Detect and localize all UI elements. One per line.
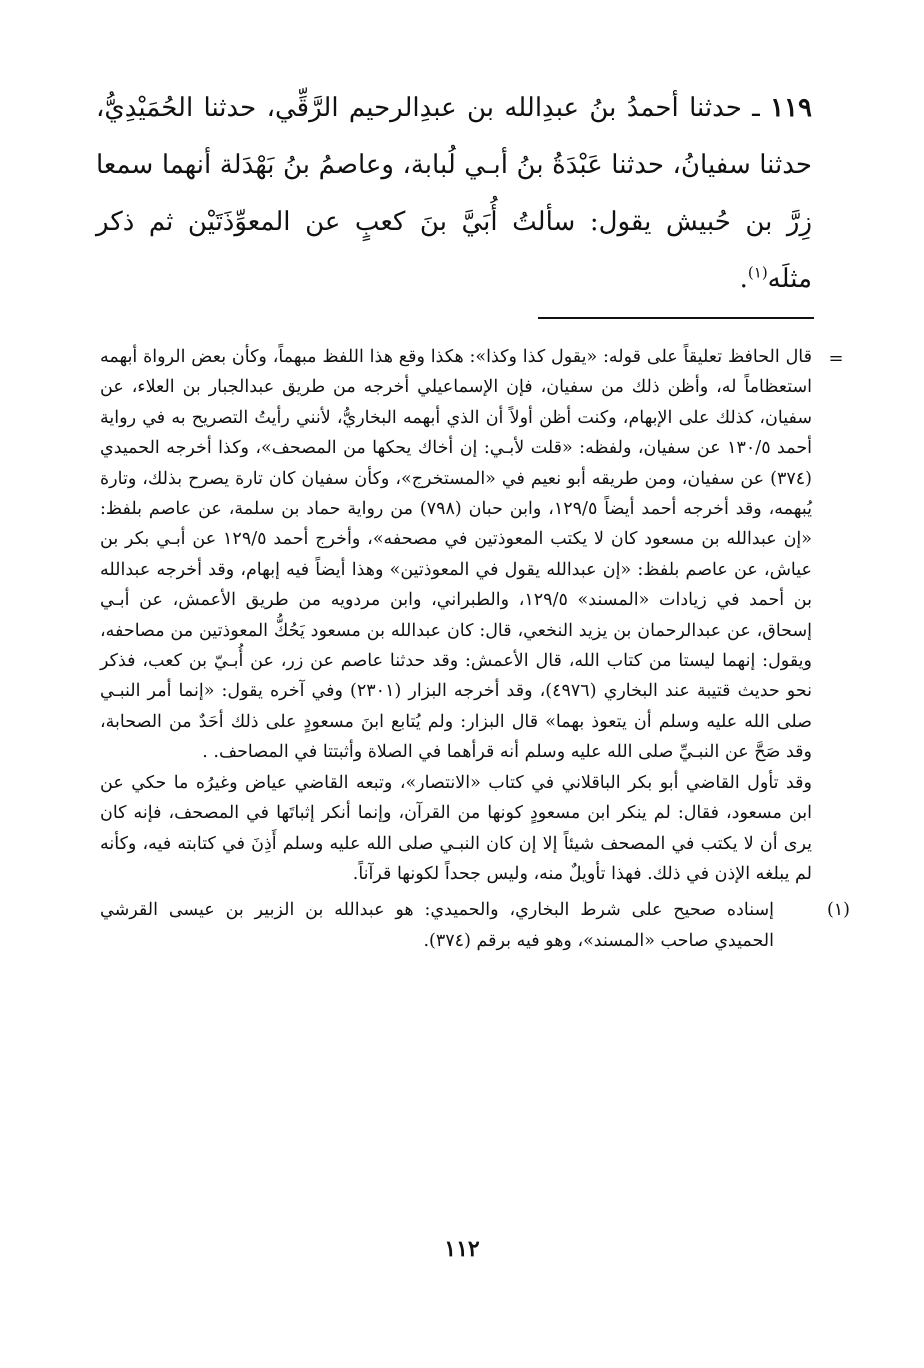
hadith-paragraph [96,80,812,308]
continuation-mark: = [828,348,844,369]
footnotes-section [100,342,850,956]
hadith-number: ١١٩ [770,93,812,123]
footnote-paragraph-1: قال الحافظ تعليقاً على قوله: «يقول كذا وكذا»: هكذا وقع هذا اللفظ مبهماً، وكأن بعض الرواة أبهمه استعظاماً له، وأظن ذلك من سفيان، فإن الإسماعيلي أخرجه من طريق عبدالجبار بن العلاء، عن سفيان، كذلك على الإبهام، وكنت أظن أولاً أن الذي أبهمه البخاريُّ، لأنني رأيتُ التصريح به في رواية أحمد ١٣٠/٥ عن سفيان، ولفظه: «قلت لأبـي: إن أخاك يحكها من المصحف»، وكذا أخرجه الحميدي (٣٧٤) عن سفيان، ومن طريقه أبو نعيم في «المستخرج»، وكأن سفيان كان تارة يصرح بذلك، وتارة يُبهمه، وقد أخرجه أحمد أيضاً ١٢٩/٥، وابن حبان (٧٩٨) من رواية حماد بن سلمة، عن عاصم بلفظ: «إن عبدالله بن مسعود كان لا يكتب المعوذتين في مصحفه»، وأخرج أحمد ١٢٩/٥ عن أبـي بكر بن عياش، عن عاصم بلفظ: «إن عبدالله يقول في المعوذتين» وهذا أيضاً فيه إبهام، وقد أخرجه عبدالله بن أحمد في زيادات «المسند» ١٢٩/٥، والطبراني، وابن مردويه من طريق الأعمش، عن أبـي إسحاق، عن عبدالرحمان بن يزيد النخعي، قال: كان عبدالله بن مسعود يَحُكُّ المعوذتين من مصاحفه، ويقول: إنهما ليستا من كتاب الله، قال الأعمش: وقد حدثنا عاصم عن زر، عن أُبـيّ بن كعب، فذكر نحو حديث قتيبة عند البخاري (٤٩٧٦)، وقد أخرجه البزار (٢٣٠١) وفي آخره يقول: «إنما أمر النبـي صلى الله عليه وسلم أن يتعوذ بهما» قال البزار: ولم يُتابع ابنَ مسعودٍ على ذلك أحَدٌ من الصحابة، وقد صَحَّ عن النبـيِّ صلى الله عليه وسلم أنه قرأهما في الصلاة وأثبتتا في المصاحف. . [100,347,813,763]
hadith-end: . [739,264,748,294]
page-number: ١١٢ [444,1236,480,1262]
footnote-separator [538,317,814,319]
footnote-1 [100,895,850,956]
footnote-1-number: (١) [826,900,850,921]
footnote-paragraph-2: وقد تأول القاضي أبو بكر الباقلاني في كتاب «الانتصار»، وتبعه القاضي عياض وغيرُه ما حكي عن ابن مسعود، فقال: لم ينكر ابن مسعودٍ كونها من القرآن، وإنما أنكر إثباتَها في المصحف، فإنه كان يرى أن لا يكتب في المصحف شيئاً إلا إن كان النبـي صلى الله عليه وسلم أَذِنَ في كتابته فيه، وكأنه لم يبلغه الإذن في ذلك. فهذا تأويلٌ منه، وليس جحداً لكونها قرآناً. [100,772,812,884]
hadith-text: ـ حدثنا أحمدُ بنُ عبدِالله بن عبدِالرحيم الرَّقِّي، حدثنا الحُمَيْدِيُّ، حدثنا سفيانُ، حدثنا عَبْدَةُ بنُ أبـي لُبابة، وعاصمُ بنُ بَهْدَلة أنهما سمعا زِرَّ بن حُبيش يقول: سألتُ أُبَيَّ بنَ كعبٍ عن المعوِّذَتَيْن ثم ذكر مثلَه [96,93,812,294]
footnote-reference[interactable]: (١) [747,263,768,282]
footnote-1-text: إسناده صحيح على شرط البخاري، والحميدي: هو عبدالله بن الزبير بن عيسى القرشي الحميدي صاحب «المسند»، وهو فيه برقم (٣٧٤). [100,900,774,951]
continued-footnote [100,342,844,889]
